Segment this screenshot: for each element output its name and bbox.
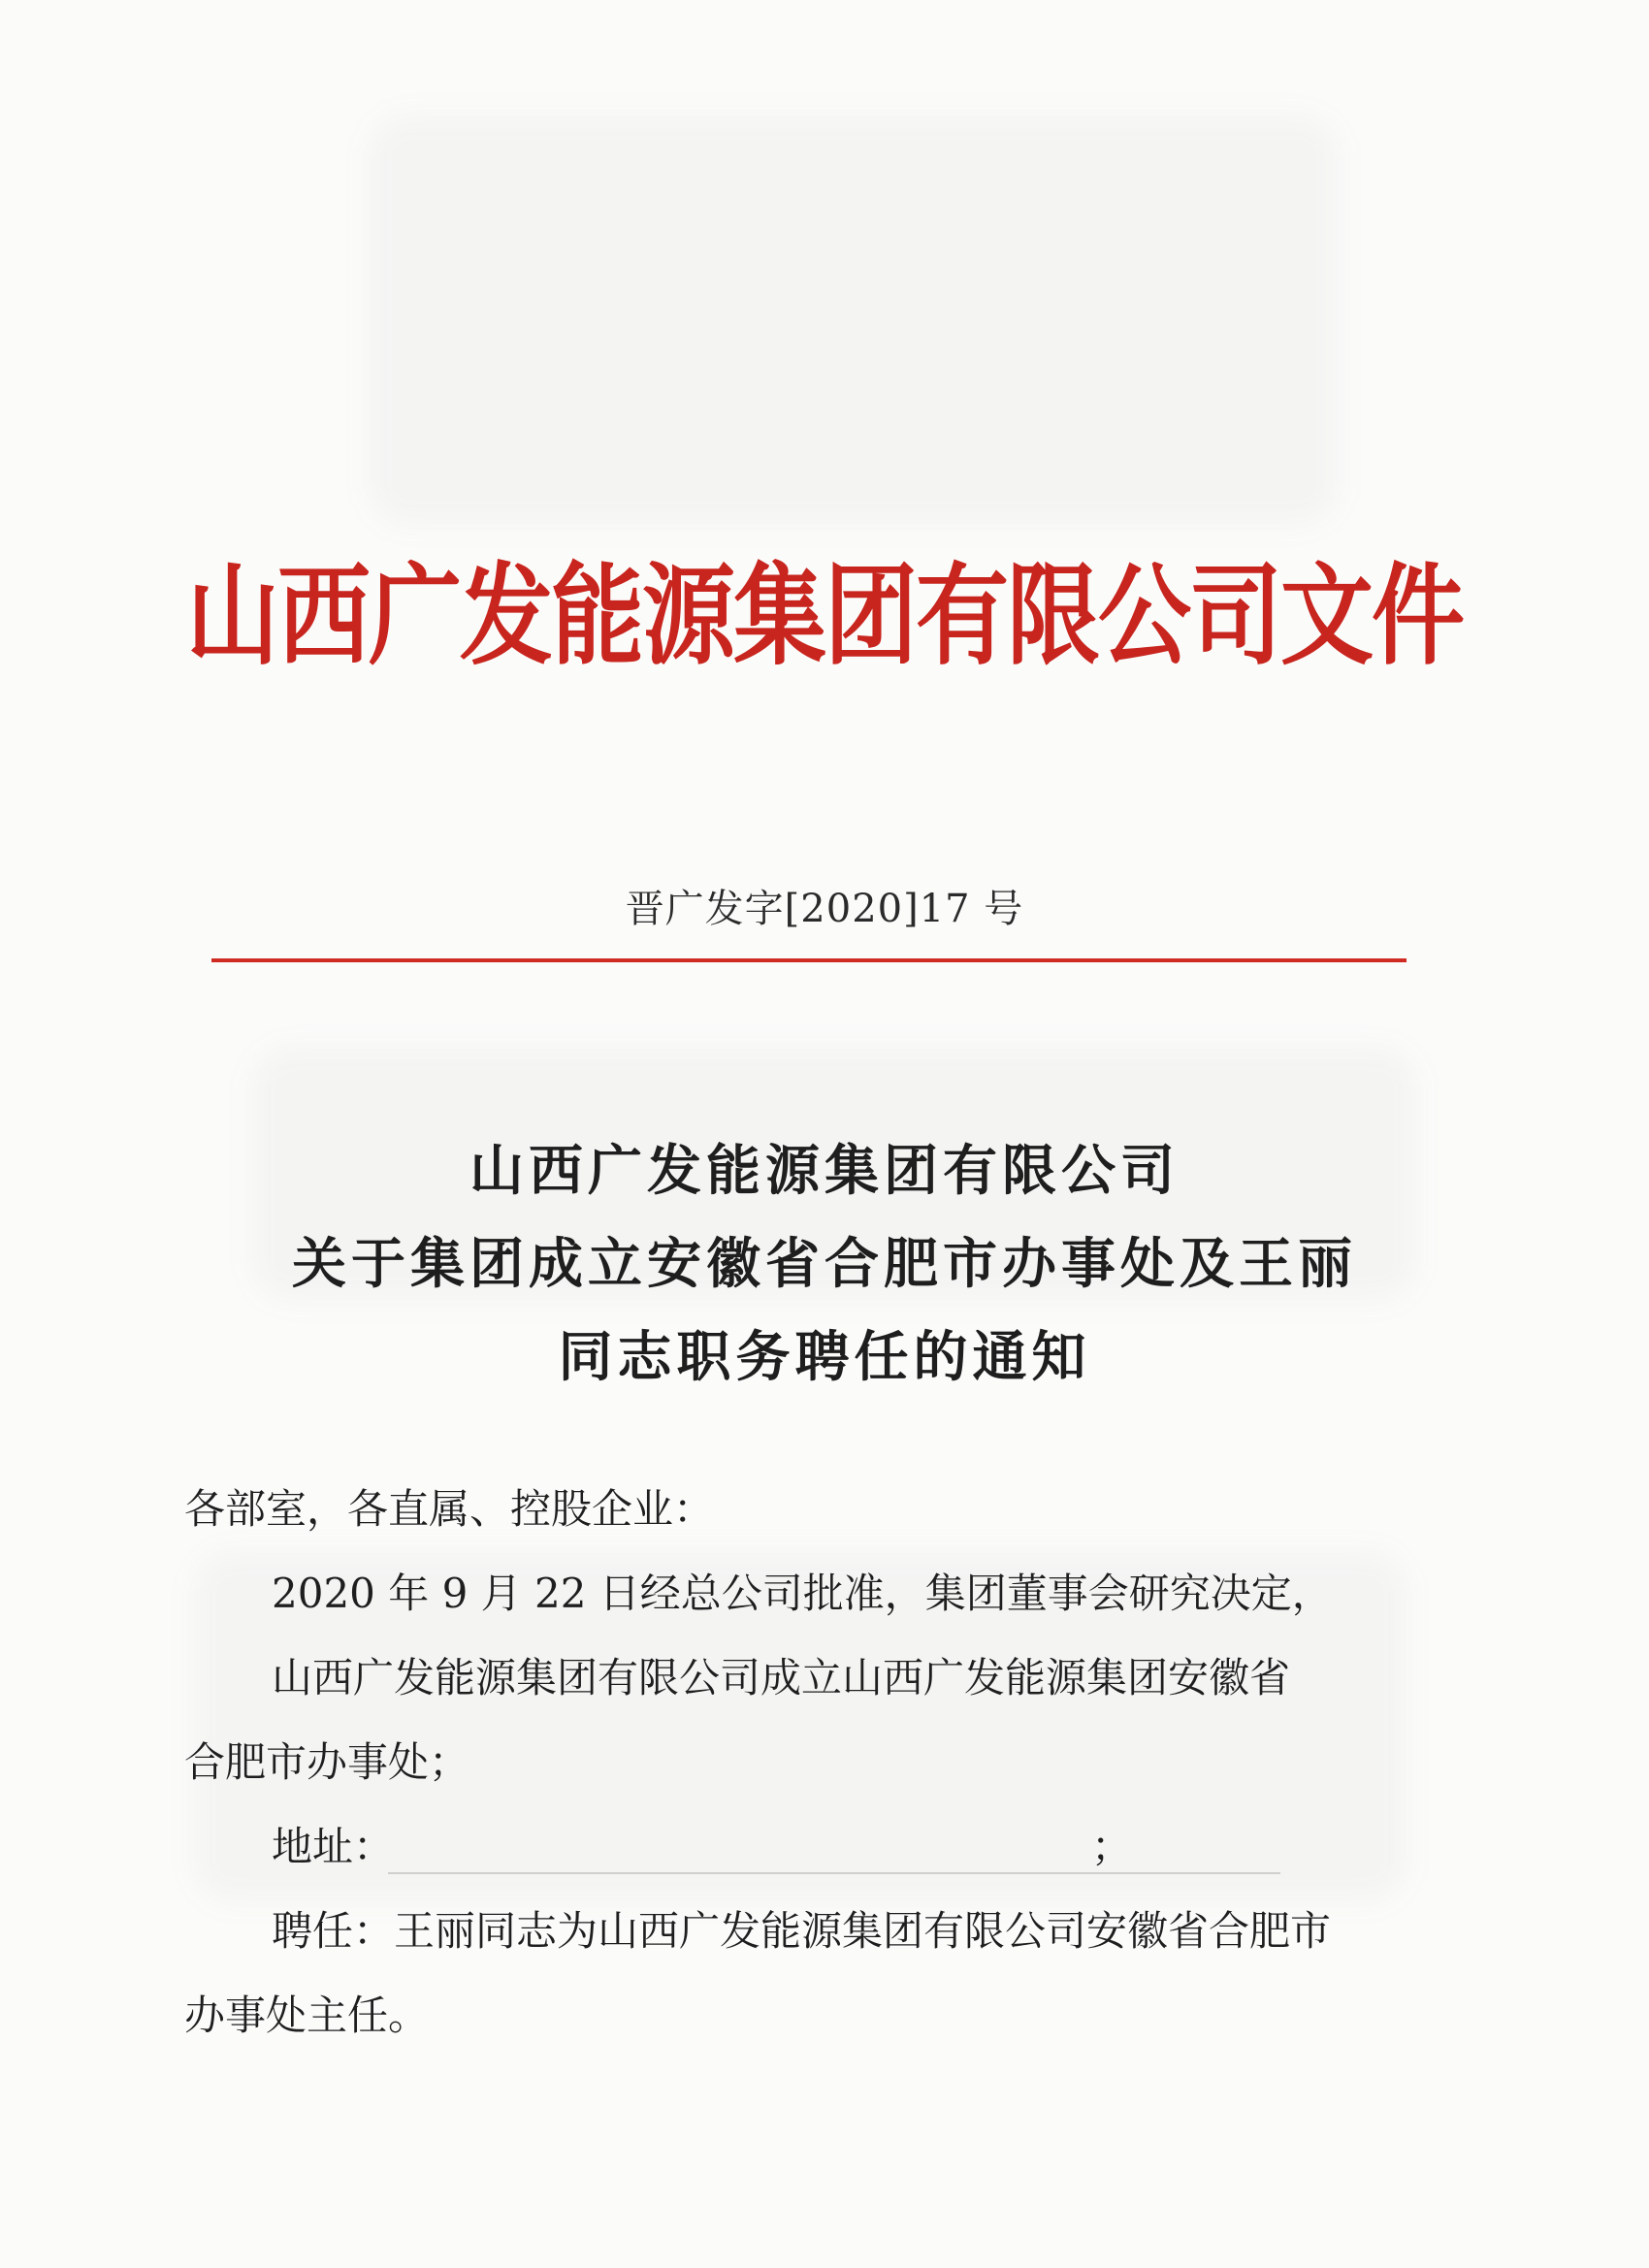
red-divider-line [211, 958, 1406, 962]
address-end: ； [1091, 1823, 1133, 1870]
title-line-3: 同志职务聘任的通知 [558, 1326, 1091, 1389]
document-title [0, 1125, 1649, 1405]
document-number: 晋广发字[2020]17 号 [625, 887, 1024, 931]
paragraph-appointment-line-2: 办事处主任。 [184, 1992, 430, 2039]
salutation: 各部室，各直属、控股企业： [184, 1485, 715, 1533]
address-label: 地址： [272, 1823, 395, 1870]
address-blank-line [388, 1872, 1280, 1874]
document-body [184, 1467, 1406, 2057]
paragraph-decision: 2020 年 9 月 22 日经总公司批准，集团董事会研究决定， [272, 1570, 1333, 1617]
scan-show-through [369, 116, 1339, 524]
paragraph-establish-line-2: 合肥市办事处； [184, 1738, 470, 1786]
paragraph-appointment-line-1: 聘任：王丽同志为山西广发能源集团有限公司安徽省合肥市 [272, 1907, 1332, 1955]
paragraph-establish-line-1: 山西广发能源集团有限公司成立山西广发能源集团安徽省 [272, 1654, 1291, 1701]
address-row [184, 1804, 1406, 1889]
letterhead-title: 山西广发能源集团有限公司文件 [186, 551, 1463, 681]
title-line-2: 关于集团成立安徽省合肥市办事处及王丽 [292, 1233, 1357, 1296]
title-line-1: 山西广发能源集团有限公司 [469, 1140, 1180, 1203]
